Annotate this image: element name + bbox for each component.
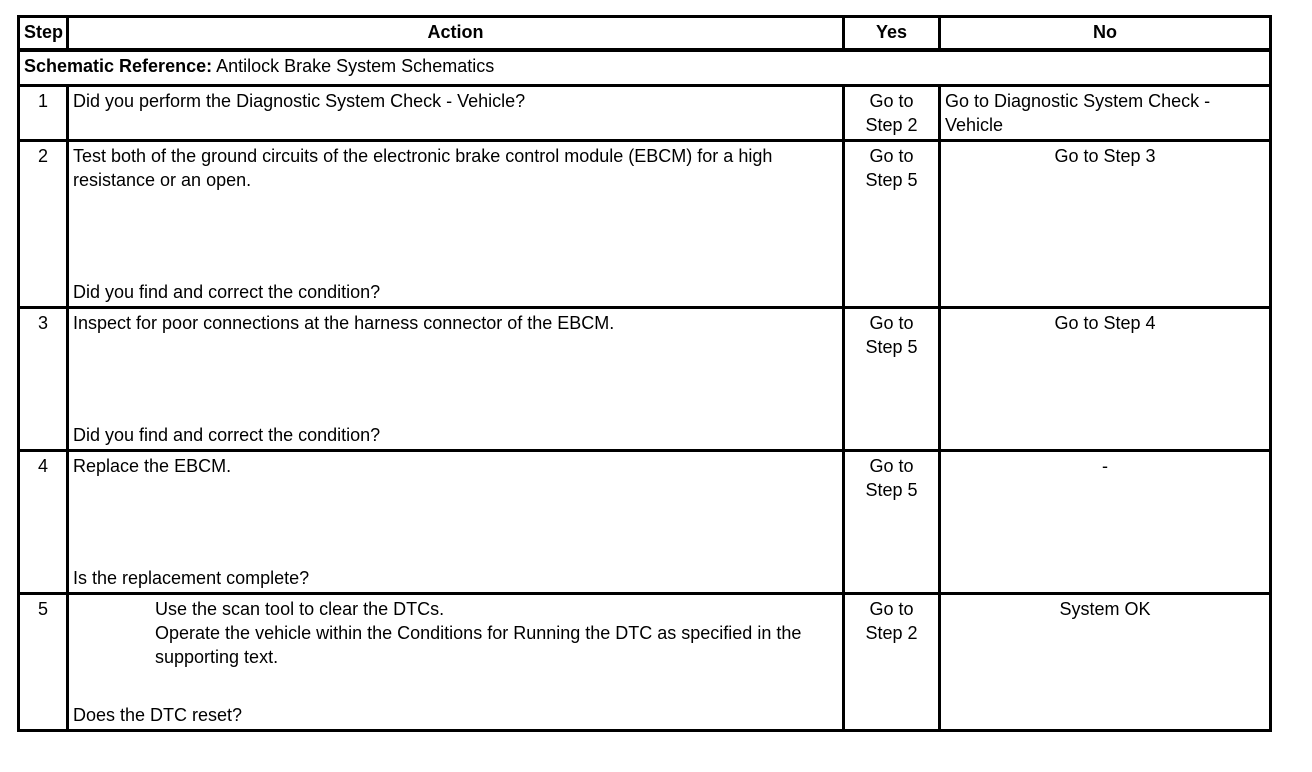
diagnostic-table <box>17 15 1272 732</box>
schematic-value: Antilock Brake System Schematics <box>216 56 495 76</box>
action-cell <box>69 142 845 309</box>
yes-text: Go to Step 5 <box>865 313 918 357</box>
action-text: Did you perform the Diagnostic System Check - Vehicle? <box>73 91 526 111</box>
header-no: No <box>941 18 1269 52</box>
yes-cell <box>845 309 941 452</box>
action-text: Inspect for poor connections at the harness connector of the EBCM. <box>73 313 615 333</box>
no-cell <box>941 595 1269 729</box>
no-cell <box>941 452 1269 595</box>
action-text: Operate the vehicle within the Conditions for Running the DTC as specified in the supporting text. <box>155 623 802 667</box>
table-row <box>20 452 1269 595</box>
yes-cell <box>845 595 941 729</box>
step-number: 3 <box>20 309 69 452</box>
no-text: Go to Step 4 <box>1054 313 1156 333</box>
action-cell <box>69 452 845 595</box>
action-question: Did you find and correct the condition? <box>73 425 381 445</box>
no-text: System OK <box>1059 599 1151 619</box>
action-question: Did you find and correct the condition? <box>73 282 381 302</box>
table-row <box>20 87 1269 142</box>
no-cell <box>941 309 1269 452</box>
action-text: Replace the EBCM. <box>73 456 232 476</box>
header-row <box>20 18 1269 52</box>
action-text: Test both of the ground circuits of the electronic brake control module (EBCM) for a high resistance or an open. <box>73 146 773 190</box>
table-row <box>20 595 1269 729</box>
table-row <box>20 309 1269 452</box>
yes-text: Go to Step 5 <box>865 146 918 190</box>
schematic-reference <box>20 52 1269 87</box>
step-number: 1 <box>20 87 69 142</box>
action-cell <box>69 87 845 142</box>
schematic-label: Schematic Reference: <box>24 56 213 76</box>
yes-text: Go to Step 5 <box>865 456 918 500</box>
action-cell <box>69 309 845 452</box>
no-text: Go to Step 3 <box>1054 146 1156 166</box>
action-question: Is the replacement complete? <box>73 568 310 588</box>
no-text: Go to Diagnostic System Check - Vehicle <box>945 91 1211 135</box>
header-action: Action <box>69 18 845 52</box>
header-yes: Yes <box>845 18 941 52</box>
yes-cell <box>845 142 941 309</box>
no-text: - <box>1102 456 1108 476</box>
yes-text: Go to Step 2 <box>865 599 918 643</box>
no-cell <box>941 142 1269 309</box>
yes-cell <box>845 452 941 595</box>
step-number: 4 <box>20 452 69 595</box>
no-cell <box>941 87 1269 142</box>
action-cell <box>69 595 845 729</box>
yes-text: Go to Step 2 <box>865 91 918 135</box>
step-number: 5 <box>20 595 69 729</box>
step-number: 2 <box>20 142 69 309</box>
action-question: Does the DTC reset? <box>73 705 243 725</box>
action-text: Use the scan tool to clear the DTCs. <box>155 599 445 619</box>
header-step: Step <box>20 18 69 52</box>
schematic-row <box>20 52 1269 87</box>
table-row <box>20 142 1269 309</box>
yes-cell <box>845 87 941 142</box>
